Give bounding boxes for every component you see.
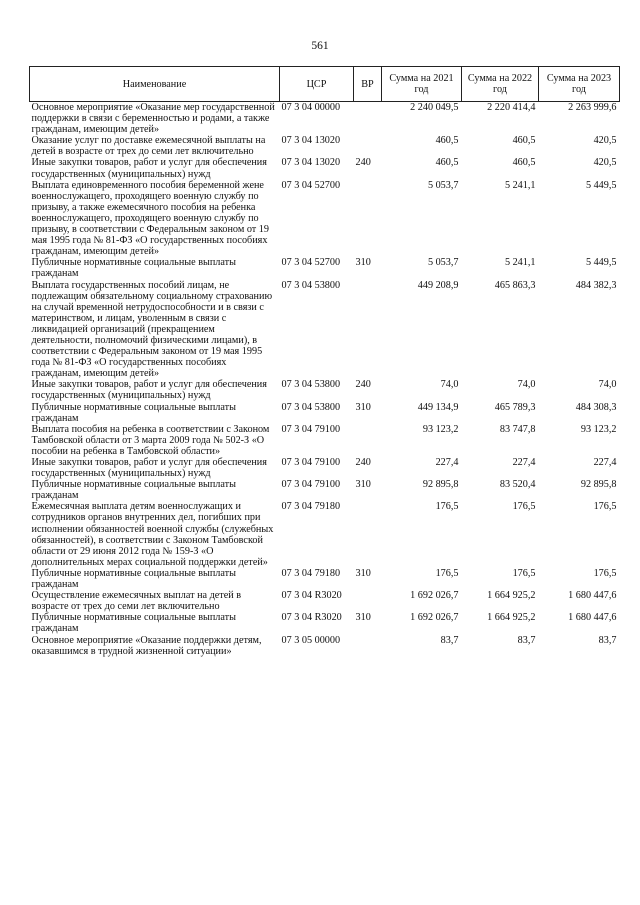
cell-sum-2021: 460,5 [435, 135, 459, 147]
cell-vr: 310 [355, 401, 371, 413]
cell-vr [354, 501, 382, 568]
cell-sum-2021: 449 134,9 [417, 401, 459, 413]
cell-vr [354, 102, 382, 136]
cell-sum-2023: 227,4 [593, 457, 617, 468]
table-row [30, 379, 620, 401]
cell-vr: 240 [355, 379, 371, 391]
cell-sum-2021: 176,5 [435, 501, 459, 513]
cell-vr: 240 [355, 457, 371, 468]
cell-sum-2023: 420,5 [593, 157, 617, 169]
cell-csr: 07 3 04 52700 [281, 257, 341, 269]
cell-name: Основное мероприятие «Оказание поддержки детям, оказавшимся в трудной жизненной ситуации» [31, 634, 262, 657]
cell-sum-2023: 83,7 [598, 634, 617, 646]
cell-csr: 07 3 04 13020 [281, 157, 341, 169]
cell-sum-2023: 5 449,5 [585, 257, 617, 269]
cell-sum-2021: 5 053,7 [427, 179, 459, 191]
cell-csr: 07 3 04 52700 [281, 179, 341, 191]
cell-sum-2023: 176,5 [593, 567, 617, 579]
cell-vr [354, 180, 382, 258]
cell-sum-2023: 74,0 [598, 379, 617, 391]
cell-vr: 310 [355, 479, 371, 491]
cell-name: Публичные нормативные социальные выплаты гражданам [31, 612, 236, 635]
cell-csr: 07 3 05 00000 [281, 634, 341, 646]
table-row [30, 479, 620, 501]
cell-sum-2022: 465 863,3 [494, 279, 536, 291]
cell-sum-2022: 460,5 [512, 135, 536, 147]
cell-sum-2021: 83,7 [440, 634, 459, 646]
table-row [30, 257, 620, 279]
cell-sum-2021: 5 053,7 [427, 257, 459, 269]
cell-name: Публичные нормативные социальные выплаты гражданам [31, 257, 236, 280]
cell-sum-2021: 227,4 [435, 457, 459, 468]
cell-vr: 310 [355, 612, 371, 624]
header-sum-2023: Сумма на 2023 год [539, 67, 620, 102]
cell-vr [354, 590, 382, 612]
cell-sum-2023: 420,5 [593, 135, 617, 147]
cell-csr: 07 3 04 53800 [281, 279, 341, 291]
cell-sum-2023: 176,5 [593, 501, 617, 513]
cell-sum-2022: 74,0 [517, 379, 536, 391]
cell-sum-2022: 1 664 925,2 [487, 590, 536, 602]
cell-sum-2022: 1 664 925,2 [487, 612, 536, 624]
cell-sum-2023: 484 308,3 [575, 401, 617, 413]
cell-csr: 07 3 04 79180 [281, 501, 341, 513]
cell-csr: 07 3 04 53800 [281, 401, 341, 413]
cell-sum-2022: 5 241,1 [504, 257, 536, 269]
cell-sum-2023: 484 382,3 [575, 279, 617, 291]
cell-csr: 07 3 04 53800 [281, 379, 341, 391]
cell-sum-2022: 5 241,1 [504, 179, 536, 191]
cell-sum-2022: 83 747,8 [499, 423, 536, 435]
cell-sum-2023: 1 680 447,6 [568, 590, 617, 602]
table-row [30, 424, 620, 457]
cell-sum-2023: 2 263 999,6 [568, 102, 617, 113]
cell-sum-2022: 227,4 [512, 457, 536, 468]
table-row [30, 135, 620, 157]
cell-vr: 240 [355, 157, 371, 169]
table-row [30, 280, 620, 380]
cell-sum-2022: 83,7 [517, 634, 536, 646]
cell-sum-2022: 176,5 [512, 501, 536, 513]
cell-csr: 07 3 04 79100 [281, 423, 341, 435]
cell-sum-2022: 460,5 [512, 157, 536, 169]
cell-name: Иные закупки товаров, работ и услуг для обеспечения государственных (муниципальных) нужд [31, 457, 267, 480]
table-row [30, 457, 620, 479]
cell-name: Выплата единовременного пособия беременной жене военнослужащего, проходящего военную службу по призыву, а также ежемесячного пособия на ребенка военнослужащего, проходящего военную службу по призыву, в соответствии с Федеральным законом от 19 мая 1995 года № 81-ФЗ «О государственных пособиях гражданам, имеющим детей» [31, 179, 269, 258]
table-header-row [30, 67, 620, 102]
cell-vr [354, 424, 382, 457]
header-vr: ВР [354, 67, 382, 102]
cell-sum-2021: 2 240 049,5 [410, 102, 459, 113]
page-number: 561 [311, 40, 329, 52]
cell-csr: 07 3 04 79180 [281, 567, 341, 579]
budget-table [29, 66, 620, 657]
cell-sum-2021: 460,5 [435, 157, 459, 169]
cell-csr: 07 3 04 R3020 [281, 590, 342, 602]
table-row [30, 102, 620, 136]
cell-vr: 310 [355, 257, 371, 269]
table-row [30, 180, 620, 258]
cell-name: Выплата государственных пособий лицам, не подлежащим обязательному социальному страхованию на случай временной нетрудоспособности и в связи с материнством, и лицам, уволенным в связи с ликвидацией организаций (прекращением деятельности, полномочий физическими лицами), в соответствии с Федеральным законом от 19 мая 1995 года № 81-ФЗ «О государственных пособиях гражданам, имеющим детей» [31, 279, 273, 380]
cell-sum-2022: 2 220 414,4 [487, 102, 536, 113]
cell-name: Осуществление ежемесячных выплат на детей в возрасте от трех до семи лет включительно [31, 590, 242, 613]
cell-vr [354, 135, 382, 157]
cell-name: Оказание услуг по доставке ежемесячной выплаты на детей в возрасте от трех до семи лет включительно [31, 135, 266, 158]
cell-vr: 310 [355, 567, 371, 579]
cell-sum-2021: 1 692 026,7 [410, 612, 459, 624]
cell-sum-2022: 465 789,3 [494, 401, 536, 413]
cell-sum-2023: 92 895,8 [580, 479, 617, 491]
cell-sum-2022: 176,5 [512, 567, 536, 579]
cell-name: Публичные нормативные социальные выплаты гражданам [31, 479, 236, 502]
cell-name: Иные закупки товаров, работ и услуг для обеспечения государственных (муниципальных) нужд [31, 379, 267, 402]
table-row [30, 402, 620, 424]
cell-name: Публичные нормативные социальные выплаты гражданам [31, 567, 236, 591]
table-row [30, 501, 620, 568]
cell-sum-2021: 92 895,8 [422, 479, 459, 491]
table-row [30, 635, 620, 657]
cell-sum-2021: 93 123,2 [422, 423, 459, 435]
table-row [30, 157, 620, 179]
table-row [30, 568, 620, 590]
cell-sum-2021: 74,0 [440, 379, 459, 391]
cell-name: Публичные нормативные социальные выплаты гражданам [31, 401, 236, 424]
table-row [30, 590, 620, 612]
cell-sum-2021: 449 208,9 [417, 279, 459, 291]
table-row [30, 612, 620, 634]
cell-csr: 07 3 04 79100 [281, 457, 341, 468]
cell-sum-2023: 5 449,5 [585, 179, 617, 191]
cell-vr [354, 635, 382, 657]
table-body [30, 102, 620, 657]
cell-name: Основное мероприятие «Оказание мер государственной поддержки в связи с беременностью и родами, а также гражданам, имеющим детей» [31, 102, 275, 136]
cell-csr: 07 3 04 00000 [281, 102, 341, 113]
cell-sum-2023: 93 123,2 [580, 423, 617, 435]
cell-csr: 07 3 04 79100 [281, 479, 341, 491]
header-csr: ЦСР [280, 67, 354, 102]
cell-sum-2021: 176,5 [435, 567, 459, 579]
cell-vr [354, 280, 382, 380]
cell-csr: 07 3 04 R3020 [281, 612, 342, 624]
header-sum-2022: Сумма на 2022 год [462, 67, 539, 102]
cell-csr: 07 3 04 13020 [281, 135, 341, 147]
cell-name: Иные закупки товаров, работ и услуг для обеспечения государственных (муниципальных) нужд [31, 157, 267, 180]
cell-name: Ежемесячная выплата детям военнослужащих и сотрудников органов внутренних дел, погибших при исполнении обязанностей военной службы (служебных обязанностей), в соответствии с Законом Тамбовской области от 29 июня 2012 года № 159-З «О дополнительных мерах социальной поддержки детей» [31, 501, 274, 568]
cell-sum-2021: 1 692 026,7 [410, 590, 459, 602]
cell-name: Выплата пособия на ребенка в соответствии с Законом Тамбовской области от 3 марта 2009 года № 502-З «О пособии на ребенка в Тамбовской области» [31, 423, 270, 457]
header-name: Наименование [30, 67, 280, 102]
cell-sum-2023: 1 680 447,6 [568, 612, 617, 624]
header-sum-2021: Сумма на 2021 год [382, 67, 462, 102]
cell-sum-2022: 83 520,4 [499, 479, 536, 491]
